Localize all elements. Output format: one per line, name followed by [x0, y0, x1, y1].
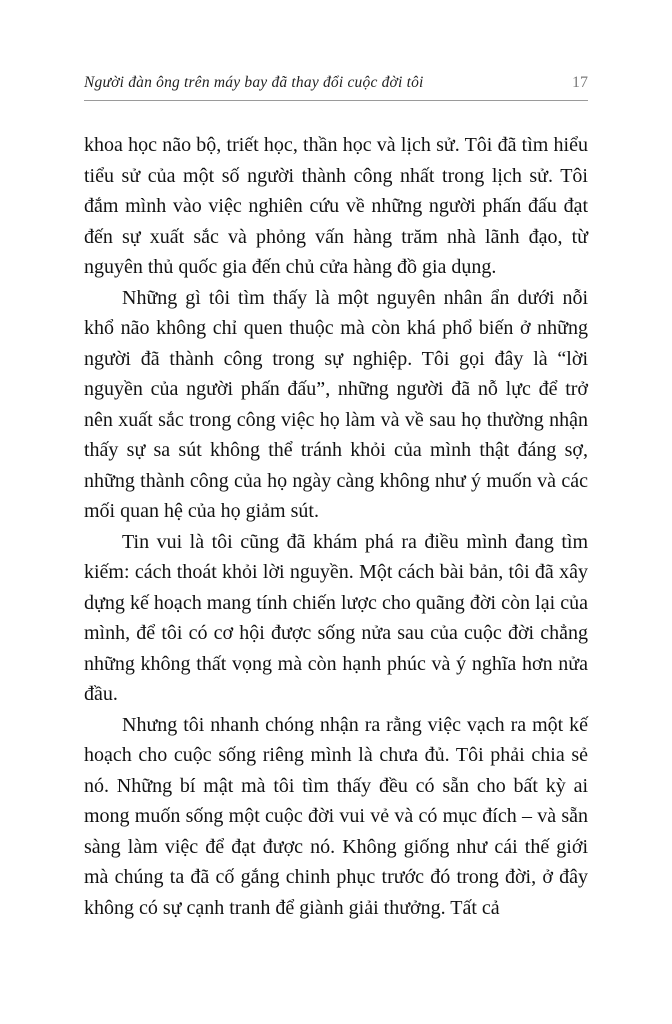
page-number: 17 [572, 74, 588, 91]
running-title: Người đàn ông trên máy bay đã thay đổi cuộc đời tôi [84, 74, 424, 91]
body-paragraph: Những gì tôi tìm thấy là một nguyên nhân ẩn dưới nỗi khổ não không chỉ quen thuộc mà còn khá phổ biến ở những người đã thành công trong sự nghiệp. Tôi gọi đây là “lời nguyền của người phấn đấu”, những người đã nỗ lực để trở nên xuất sắc trong công việc họ làm và về sau họ thường nhận thấy sự sa sút không thể tránh khỏi của mình thật đáng sợ, những thành công của họ ngày càng không như ý muốn và các mối quan hệ của họ giảm sút. [84, 286, 588, 522]
body-paragraph: Nhưng tôi nhanh chóng nhận ra rằng việc vạch ra một kế hoạch cho cuộc sống riêng mình là chưa đủ. Tôi phải chia sẻ nó. Những bí mật mà tôi tìm thấy đều có sẵn cho bất kỳ ai mong muốn sống một cuộc đời vui vẻ và có mục đích – và sẵn sàng làm việc để đạt được nó. Không giống như cái thế giới mà chúng ta đã cố gắng chinh phục trước đó trong đời, ở đây không có sự cạnh tranh để giành giải thưởng. Tất cả [84, 713, 588, 919]
body-paragraph: Tin vui là tôi cũng đã khám phá ra điều mình đang tìm kiếm: cách thoát khỏi lời nguyền. Một cách bài bản, tôi đã xây dựng kế hoạch mang tính chiến lược cho quãng đời còn lại của mình, để tôi có cơ hội được sống nửa sau của cuộc đời chẳng những không thất vọng mà còn hạnh phúc và ý nghĩa hơn nửa đầu. [84, 530, 588, 705]
page-header [84, 74, 588, 92]
body-text [84, 130, 588, 923]
header-divider [84, 100, 588, 101]
body-paragraph: khoa học não bộ, triết học, thần học và lịch sử. Tôi đã tìm hiểu tiểu sử của một số người thành công nhất trong lịch sử. Tôi đắm mình vào việc nghiên cứu về những người phấn đấu đạt đến sự xuất sắc và phỏng vấn hàng trăm nhà lãnh đạo, từ nguyên thủ quốc gia đến chủ cửa hàng đồ gia dụng. [84, 134, 588, 278]
